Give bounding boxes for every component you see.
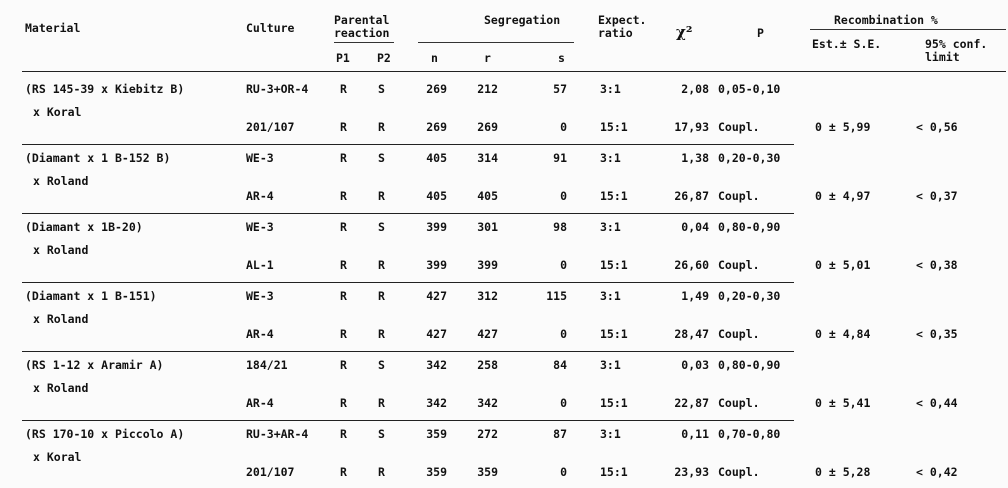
header-n: n — [431, 51, 438, 65]
cell-n: 399 — [426, 220, 447, 234]
material-cross: (RS 145-39 x Kiebitz B) — [25, 82, 185, 96]
cell-culture: 201/107 — [246, 120, 295, 134]
cell-p2: R — [378, 189, 385, 203]
segregation-underline — [418, 42, 574, 43]
cell-ratio: 3:1 — [600, 82, 621, 96]
material-cross: (Diamant x 1 B-151) — [25, 289, 157, 303]
cell-s: 0 — [560, 258, 567, 272]
cell-n: 269 — [426, 120, 447, 134]
cell-s: 57 — [553, 82, 567, 96]
cell-ratio: 3:1 — [600, 220, 621, 234]
cell-chi: 26,60 — [674, 258, 709, 272]
cell-p2: S — [378, 151, 385, 165]
cell-r: 314 — [477, 151, 498, 165]
cell-r: 427 — [477, 327, 498, 341]
cell-chi: 0,04 — [681, 220, 709, 234]
header-s: s — [558, 51, 565, 65]
cell-chi: 22,87 — [674, 396, 709, 410]
cell-chi: 0,03 — [681, 358, 709, 372]
material-backcross: x Roland — [33, 243, 89, 257]
header-reaction: reaction — [334, 26, 390, 40]
header-r: r — [484, 51, 491, 65]
cell-n: 399 — [426, 258, 447, 272]
cell-ratio: 3:1 — [600, 358, 621, 372]
group-divider — [22, 213, 794, 214]
cell-ratio: 3:1 — [600, 289, 621, 303]
cell-n: 405 — [426, 189, 447, 203]
material-cross: (RS 170-10 x Piccolo A) — [25, 427, 185, 441]
cell-p2: R — [378, 327, 385, 341]
cell-culture: 201/107 — [246, 465, 295, 479]
material-cross: (RS 1-12 x Aramir A) — [25, 358, 164, 372]
cell-p1: R — [340, 465, 347, 479]
parental-underline — [334, 42, 394, 43]
group-divider — [22, 144, 794, 145]
cell-r: 212 — [477, 82, 498, 96]
cell-ratio: 15:1 — [600, 120, 628, 134]
cell-p2: R — [378, 258, 385, 272]
material-backcross: x Koral — [33, 105, 82, 119]
cell-chi: 1,49 — [681, 289, 709, 303]
cell-culture: WE-3 — [246, 151, 274, 165]
cell-n: 359 — [426, 427, 447, 441]
cell-conf: < 0,37 — [916, 189, 958, 203]
cell-est: 0 ± 4,84 — [815, 327, 871, 341]
cell-conf: < 0,35 — [916, 327, 958, 341]
cell-r: 301 — [477, 220, 498, 234]
cell-s: 87 — [553, 427, 567, 441]
group-divider — [22, 282, 794, 283]
cell-ratio: 15:1 — [600, 396, 628, 410]
cell-s: 84 — [553, 358, 567, 372]
header-limit: limit — [925, 50, 960, 64]
cell-p2: R — [378, 396, 385, 410]
cell-ratio: 15:1 — [600, 465, 628, 479]
cell-s: 98 — [553, 220, 567, 234]
cell-est: 0 ± 4,97 — [815, 189, 871, 203]
cell-p: 0,80-0,90 — [718, 220, 781, 234]
cell-p: Coupl. — [718, 120, 760, 134]
cell-conf: < 0,44 — [916, 396, 958, 410]
header-conf: 95% conf. — [925, 37, 988, 51]
cell-r: 269 — [477, 120, 498, 134]
cell-p1: R — [340, 189, 347, 203]
cell-p2: S — [378, 220, 385, 234]
cell-p: Coupl. — [718, 258, 760, 272]
cell-ratio: 15:1 — [600, 189, 628, 203]
material-backcross: x Roland — [33, 174, 89, 188]
cell-n: 359 — [426, 465, 447, 479]
cell-p: Coupl. — [718, 465, 760, 479]
cell-n: 405 — [426, 151, 447, 165]
header-p2: P2 — [377, 51, 391, 65]
material-backcross: x Roland — [33, 312, 89, 326]
cell-chi: 28,47 — [674, 327, 709, 341]
cell-p: 0,20-0,30 — [718, 289, 781, 303]
cell-n: 342 — [426, 396, 447, 410]
cell-p1: R — [340, 427, 347, 441]
cell-p2: S — [378, 82, 385, 96]
cell-r: 405 — [477, 189, 498, 203]
cell-r: 258 — [477, 358, 498, 372]
cell-s: 0 — [560, 189, 567, 203]
cell-r: 342 — [477, 396, 498, 410]
header-segregation: Segregation — [484, 13, 561, 27]
cell-culture: AL-1 — [246, 258, 274, 272]
header-chi2: χ² — [676, 23, 693, 41]
cell-culture: 184/21 — [246, 358, 288, 372]
cell-est: 0 ± 5,41 — [815, 396, 871, 410]
cell-s: 115 — [546, 289, 567, 303]
cell-p1: R — [340, 396, 347, 410]
header-ratio: ratio — [598, 26, 633, 40]
cell-r: 312 — [477, 289, 498, 303]
cell-p: Coupl. — [718, 396, 760, 410]
cell-p2: S — [378, 358, 385, 372]
cell-s: 0 — [560, 120, 567, 134]
cell-p2: R — [378, 465, 385, 479]
cell-chi: 1,38 — [681, 151, 709, 165]
cell-p: 0,05-0,10 — [718, 82, 781, 96]
material-backcross: x Roland — [33, 381, 89, 395]
cell-s: 91 — [553, 151, 567, 165]
cell-r: 399 — [477, 258, 498, 272]
cell-p: 0,20-0,30 — [718, 151, 781, 165]
cell-p2: R — [378, 120, 385, 134]
cell-culture: RU-3+OR-4 — [246, 82, 309, 96]
cell-culture: AR-4 — [246, 189, 274, 203]
cell-p: 0,70-0,80 — [718, 427, 781, 441]
header-expect: Expect. — [598, 13, 647, 27]
cell-s: 0 — [560, 327, 567, 341]
cell-ratio: 3:1 — [600, 427, 621, 441]
header-recombination: Recombination % — [834, 13, 938, 27]
cell-chi: 2,08 — [681, 82, 709, 96]
cell-chi: 26,87 — [674, 189, 709, 203]
cell-chi: 23,93 — [674, 465, 709, 479]
header-est: Est.± S.E. — [812, 37, 882, 51]
cell-p2: S — [378, 427, 385, 441]
cell-p1: R — [340, 289, 347, 303]
cell-ratio: 15:1 — [600, 258, 628, 272]
header-p: P — [757, 26, 764, 40]
cell-n: 342 — [426, 358, 447, 372]
cell-culture: RU-3+AR-4 — [246, 427, 309, 441]
cell-conf: < 0,42 — [916, 465, 958, 479]
group-divider — [22, 351, 794, 352]
material-backcross: x Koral — [33, 450, 82, 464]
cell-culture: WE-3 — [246, 289, 274, 303]
cell-p1: R — [340, 258, 347, 272]
cell-chi: 0,11 — [681, 427, 709, 441]
cell-n: 427 — [426, 327, 447, 341]
cell-conf: < 0,38 — [916, 258, 958, 272]
cell-s: 0 — [560, 465, 567, 479]
recombination-underline — [810, 29, 1006, 30]
cell-est: 0 ± 5,01 — [815, 258, 871, 272]
header-parental: Parental — [334, 13, 390, 27]
cell-conf: < 0,56 — [916, 120, 958, 134]
cell-ratio: 3:1 — [600, 151, 621, 165]
cell-n: 427 — [426, 289, 447, 303]
cell-culture: WE-3 — [246, 220, 274, 234]
cell-culture: AR-4 — [246, 396, 274, 410]
cell-n: 269 — [426, 82, 447, 96]
header-p1: P1 — [336, 51, 350, 65]
cell-p1: R — [340, 358, 347, 372]
header-rule — [22, 71, 1006, 72]
cell-r: 359 — [477, 465, 498, 479]
cell-p1: R — [340, 120, 347, 134]
cell-chi: 17,93 — [674, 120, 709, 134]
group-divider — [22, 420, 794, 421]
cell-p1: R — [340, 82, 347, 96]
cell-est: 0 ± 5,28 — [815, 465, 871, 479]
cell-p: Coupl. — [718, 327, 760, 341]
cell-r: 272 — [477, 427, 498, 441]
cell-p1: R — [340, 151, 347, 165]
cell-p1: R — [340, 327, 347, 341]
material-cross: (Diamant x 1 B-152 B) — [25, 151, 171, 165]
cell-p: Coupl. — [718, 189, 760, 203]
cell-est: 0 ± 5,99 — [815, 120, 871, 134]
cell-p2: R — [378, 289, 385, 303]
cell-p: 0,80-0,90 — [718, 358, 781, 372]
header-material: Material — [25, 21, 81, 35]
cell-ratio: 15:1 — [600, 327, 628, 341]
cell-s: 0 — [560, 396, 567, 410]
material-cross: (Diamant x 1B-20) — [25, 220, 143, 234]
header-culture: Culture — [246, 21, 295, 35]
cell-p1: R — [340, 220, 347, 234]
cell-culture: AR-4 — [246, 327, 274, 341]
